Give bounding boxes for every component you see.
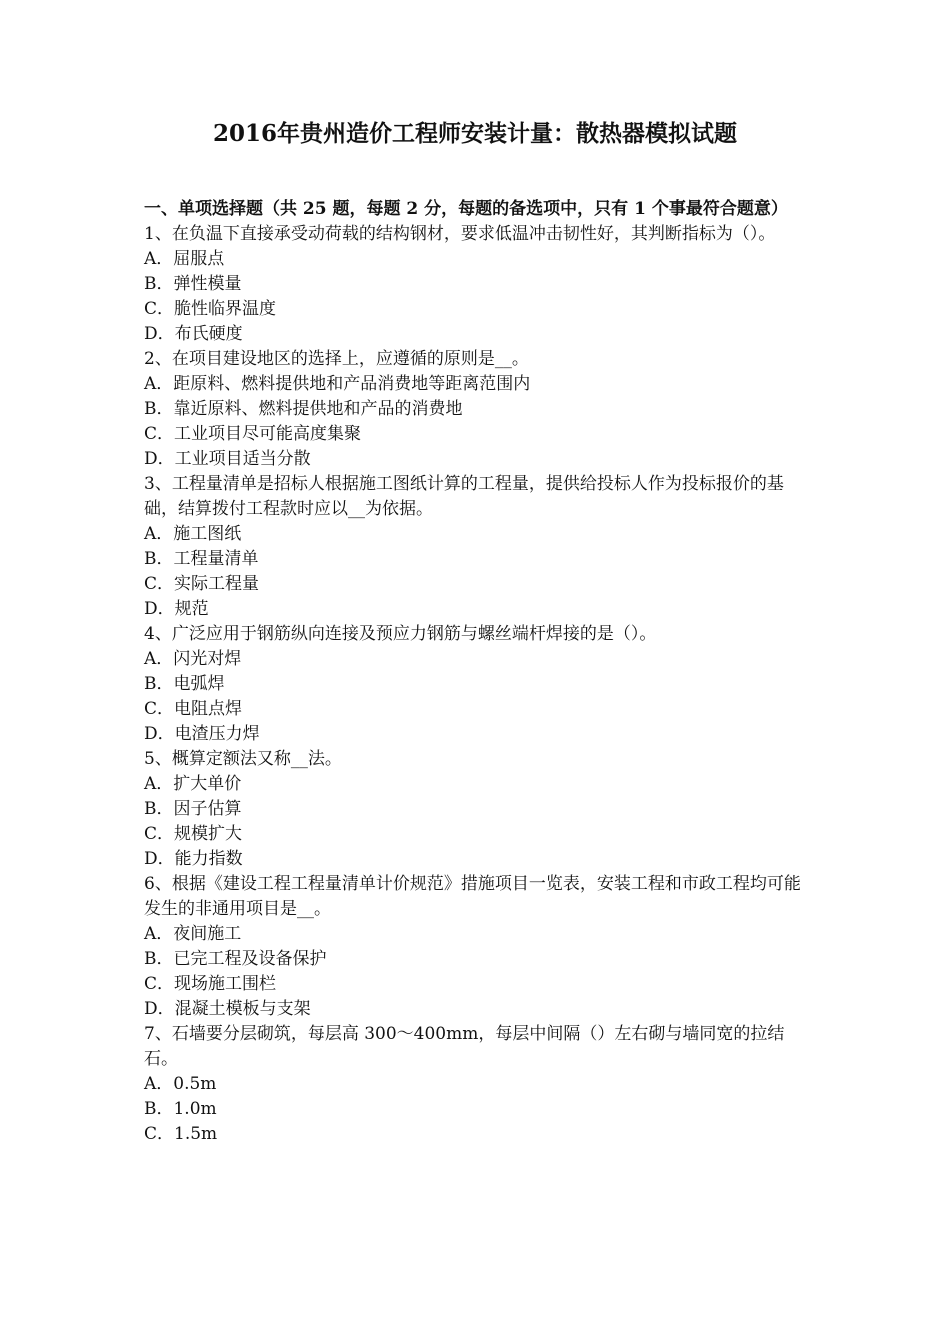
option-b: B．靠近原料、燃料提供地和产品的消费地 [144, 399, 463, 419]
option-c: C．规模扩大 [144, 824, 243, 844]
option-a: A．屈服点 [144, 249, 225, 269]
question-stem: 7、石墙要分层砌筑，每层高 300～400mm，每层中间隔（）左右砌与墙同宽的拉结石。 [144, 1024, 785, 1069]
option-b: B．工程量清单 [144, 549, 259, 569]
option-d: D．电渣压力焊 [144, 724, 260, 744]
option-d: D．能力指数 [144, 849, 243, 869]
question-3 [144, 472, 808, 622]
option-a: A．夜间施工 [144, 924, 242, 944]
question-stem: 2、在项目建设地区的选择上，应遵循的原则是__。 [144, 349, 529, 369]
option-d: D．混凝土模板与支架 [144, 999, 311, 1019]
question-stem: 1、在负温下直接承受动荷载的结构钢材，要求低温冲击韧性好，其判断指标为（）。 [144, 224, 776, 244]
question-stem: 3、工程量清单是招标人根据施工图纸计算的工程量，提供给投标人作为投标报价的基础，结算拨付工程款时应以__为依据。 [144, 474, 784, 519]
question-7 [144, 1022, 808, 1147]
option-b: B．因子估算 [144, 799, 242, 819]
option-c: C．工业项目尽可能高度集聚 [144, 424, 362, 444]
option-c: C．电阻点焊 [144, 699, 243, 719]
question-6 [144, 872, 808, 1022]
option-b: B．弹性模量 [144, 274, 242, 294]
option-c: C．实际工程量 [144, 574, 260, 594]
question-5 [144, 747, 808, 872]
option-d: D．布氏硬度 [144, 324, 243, 344]
option-c: C．1.5m [144, 1124, 218, 1144]
option-b: B．已完工程及设备保护 [144, 949, 327, 969]
question-stem: 4、广泛应用于钢筋纵向连接及预应力钢筋与螺丝端杆焊接的是（）。 [144, 624, 657, 644]
option-a: A．距原料、燃料提供地和产品消费地等距离范围内 [144, 374, 531, 394]
option-a: A．扩大单价 [144, 774, 242, 794]
option-a: A．施工图纸 [144, 524, 242, 544]
option-d: D．工业项目适当分散 [144, 449, 311, 469]
option-a: A．闪光对焊 [144, 649, 242, 669]
question-2 [144, 347, 808, 472]
document-title: 2016年贵州造价工程师安装计量：散热器模拟试题 [212, 120, 737, 147]
question-stem: 5、概算定额法又称__法。 [144, 749, 342, 769]
option-d: D．规范 [144, 599, 209, 619]
option-b: B．电弧焊 [144, 674, 225, 694]
option-c: C．脆性临界温度 [144, 299, 277, 319]
option-a: A．0.5m [144, 1074, 217, 1094]
question-stem: 6、根据《建设工程工程量清单计价规范》措施项目一览表，安装工程和市政工程均可能发生的非通用项目是__。 [144, 874, 801, 919]
option-c: C．现场施工围栏 [144, 974, 277, 994]
option-b: B．1.0m [144, 1099, 217, 1119]
question-4 [144, 622, 808, 747]
question-1 [144, 222, 808, 347]
document-body [144, 197, 808, 1147]
section-heading: 一、单项选择题（共 25 题，每题 2 分，每题的备选项中，只有 1 个事最符合题意） [144, 199, 788, 219]
